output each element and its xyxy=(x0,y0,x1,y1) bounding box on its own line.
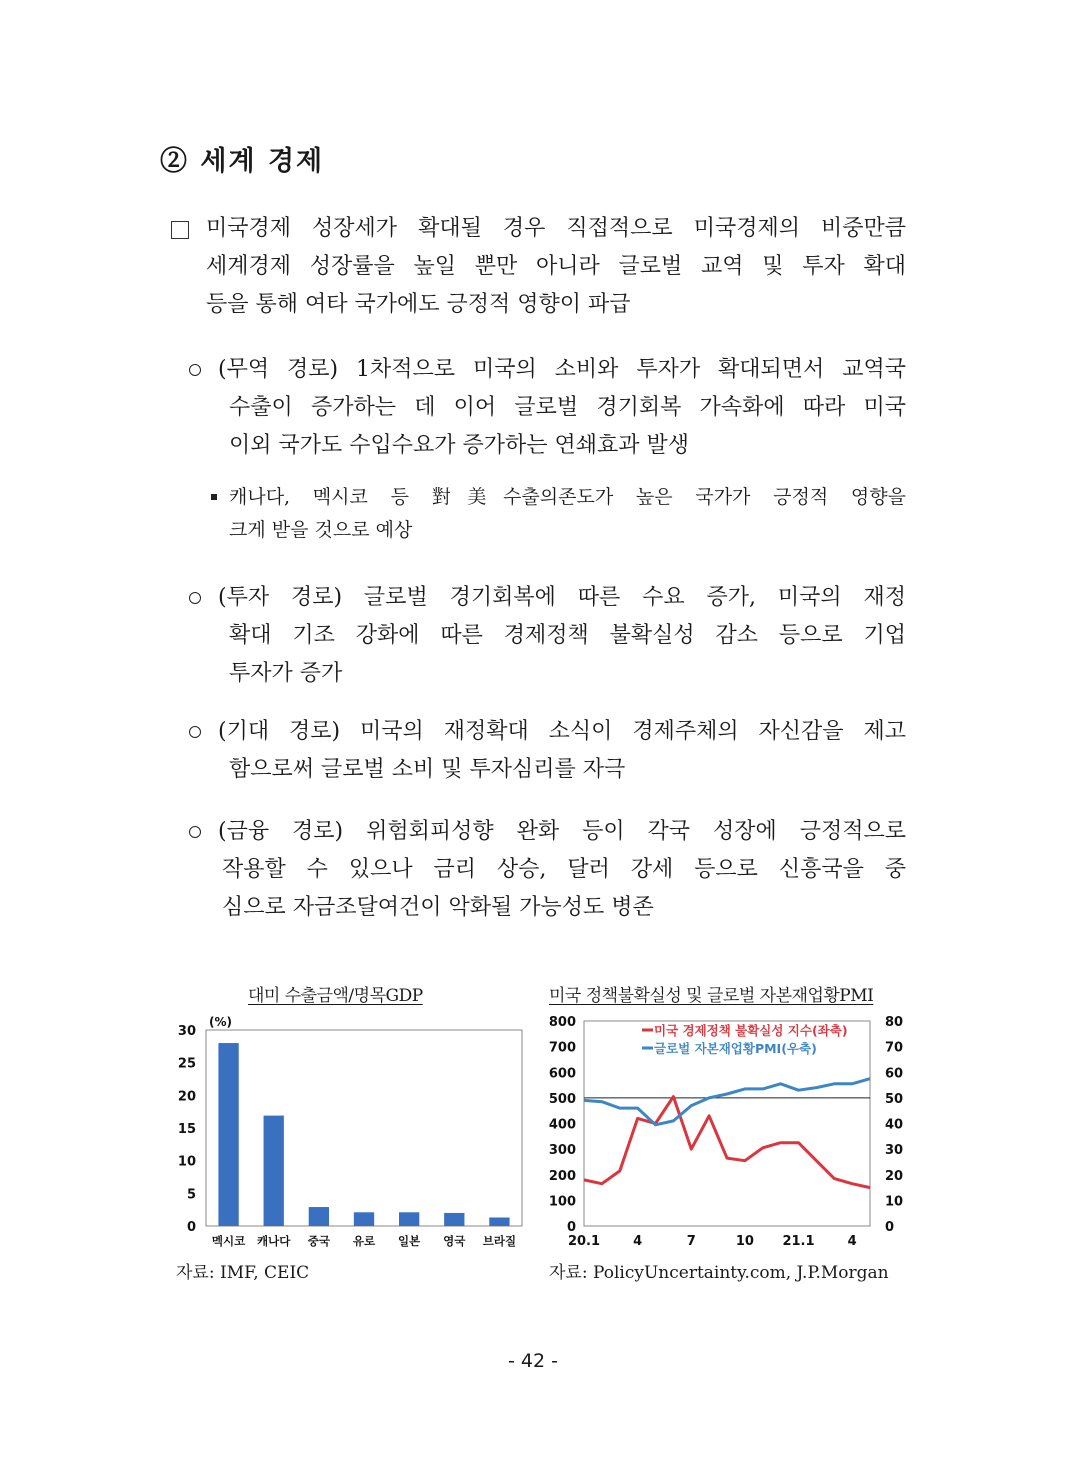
bar xyxy=(444,1213,464,1226)
bar xyxy=(218,1043,238,1226)
y-right-tick-label: 70 xyxy=(885,1040,904,1056)
trade-path-point xyxy=(218,351,906,389)
y-right-tick-label: 60 xyxy=(885,1066,904,1082)
investment-line: 투자가 증가 xyxy=(229,661,343,686)
x-tick-label: 10 xyxy=(735,1234,754,1249)
y-tick-label: 20 xyxy=(177,1089,196,1105)
x-tick-label: 캐나다 xyxy=(257,1234,291,1248)
y-right-tick-label: 10 xyxy=(885,1194,904,1210)
y-right-tick-label: 20 xyxy=(885,1168,904,1184)
chart2-source: 자료: PolicyUncertainty.com, J.P.Morgan xyxy=(549,1263,889,1283)
main-point xyxy=(206,210,906,324)
main-point-line: 미국경제 성장세가 확대될 경우 직접적으로 미국경제의 비중만큼 xyxy=(206,216,906,241)
bar xyxy=(264,1116,284,1226)
circle-bullet-icon xyxy=(189,592,201,604)
investment-line: (투자 경로) 글로벌 경기회복에 따른 수요 증가, 미국의 재정 xyxy=(218,585,906,610)
legend-label: 글로벌 자본재업황PMI(우축) xyxy=(654,1041,817,1056)
circle-bullet-icon xyxy=(189,364,201,376)
x-tick-label: 브라질 xyxy=(482,1234,517,1248)
x-tick-label: 중국 xyxy=(307,1234,330,1248)
bar xyxy=(309,1207,329,1226)
trade-line: 이외 국가도 수입수요가 증가하는 연쇄효과 발생 xyxy=(229,433,690,458)
y-left-tick-label: 600 xyxy=(548,1066,576,1082)
main-point-line: 세계경제 성장률을 높일 뿐만 아니라 글로벌 교역 및 투자 확대 xyxy=(206,254,906,279)
square-bullet-icon xyxy=(171,221,189,239)
investment-path-point xyxy=(218,579,906,617)
y-left-tick-label: 0 xyxy=(566,1220,576,1235)
trade-sub-line: 캐나다, 멕시코 등 對美수출의존도가 높은 국가가 긍정적 영향을 xyxy=(229,486,906,508)
y-tick-label: 25 xyxy=(177,1056,196,1072)
y-tick-label: 15 xyxy=(177,1122,196,1137)
x-tick-label: 영국 xyxy=(443,1234,466,1248)
x-tick-label: 4 xyxy=(633,1234,643,1249)
unit-label: (%) xyxy=(209,1015,232,1029)
y-tick-label: 10 xyxy=(177,1154,196,1170)
trade-sub-line: 크게 받을 것으로 예상 xyxy=(229,519,413,541)
bar xyxy=(489,1218,509,1226)
series-line-2 xyxy=(584,1079,870,1125)
y-tick-label: 5 xyxy=(186,1187,196,1203)
finance-line: 작용할 수 있으나 금리 상승, 달러 강세 등으로 신흥국을 중 xyxy=(222,857,906,882)
investment-line: 확대 기조 강화에 따른 경제정책 불확실성 감소 등으로 기업 xyxy=(229,623,906,648)
y-left-tick-label: 700 xyxy=(548,1040,576,1056)
expectation-path-point-cont xyxy=(229,751,906,789)
uncertainty-pmi-line-chart xyxy=(540,1010,910,1250)
y-tick-label: 0 xyxy=(186,1220,196,1235)
expectation-line: (기대 경로) 미국의 재정확대 소식이 경제주체의 자신감을 제고 xyxy=(218,719,906,744)
trade-path-point-cont xyxy=(229,389,906,465)
chart1-title: 대미 수출금액/명목GDP xyxy=(248,986,423,1006)
x-tick-label: 일본 xyxy=(398,1234,421,1248)
chart1-source: 자료: IMF, CEIC xyxy=(176,1263,310,1283)
export-gdp-bar-chart xyxy=(170,1010,530,1250)
y-left-tick-label: 500 xyxy=(548,1091,576,1107)
finance-line: 심으로 자금조달여건이 악화될 가능성도 병존 xyxy=(222,895,654,920)
x-tick-label: 4 xyxy=(847,1234,857,1249)
y-left-tick-label: 400 xyxy=(548,1117,576,1133)
y-right-tick-label: 30 xyxy=(885,1143,904,1159)
expectation-line: 함으로써 글로벌 소비 및 투자심리를 자극 xyxy=(229,757,626,782)
legend-label: 미국 경제정책 불확실성 지수(좌축) xyxy=(654,1023,848,1038)
x-tick-label: 멕시코 xyxy=(211,1234,246,1248)
y-right-tick-label: 50 xyxy=(885,1091,904,1107)
y-left-tick-label: 200 xyxy=(548,1168,576,1184)
trade-line: (무역 경로) 1차적으로 미국의 소비와 투자가 확대되면서 교역국 xyxy=(218,357,906,382)
finance-line: (금융 경로) 위험회피성향 완화 등이 각국 성장에 긍정적으로 xyxy=(218,819,906,844)
circle-bullet-icon xyxy=(189,826,201,838)
trade-line: 수출이 증가하는 데 이어 글로벌 경기회복 가속화에 따라 미국 xyxy=(229,395,906,420)
main-point-line: 등을 통해 여타 국가에도 긍정적 영향이 파급 xyxy=(206,292,631,317)
square-dot-icon xyxy=(211,494,217,500)
y-right-tick-label: 40 xyxy=(885,1117,904,1133)
bar xyxy=(399,1212,419,1226)
y-tick-label: 30 xyxy=(177,1024,196,1039)
x-tick-label: 유로 xyxy=(352,1234,376,1248)
x-tick-label: 7 xyxy=(686,1234,696,1249)
circle-bullet-icon xyxy=(189,726,201,738)
plot-frame xyxy=(206,1030,522,1226)
investment-path-point-cont xyxy=(229,617,906,693)
expectation-path-point xyxy=(218,713,906,751)
x-tick-label: 20.1 xyxy=(567,1234,601,1249)
finance-path-point-cont xyxy=(222,851,906,927)
y-left-tick-label: 300 xyxy=(548,1143,576,1159)
y-right-tick-label: 80 xyxy=(885,1015,904,1030)
y-right-tick-label: 0 xyxy=(885,1220,895,1235)
x-tick-label: 21.1 xyxy=(782,1234,815,1249)
bar xyxy=(354,1212,374,1226)
y-left-tick-label: 100 xyxy=(548,1194,576,1210)
finance-path-point xyxy=(218,813,906,851)
chart2-title: 미국 정책불확실성 및 글로벌 자본재업황PMI xyxy=(549,986,874,1006)
y-left-tick-label: 800 xyxy=(548,1015,576,1030)
trade-sub-point xyxy=(229,481,906,547)
series-line-1 xyxy=(584,1097,870,1188)
section-heading: ② 세계 경제 xyxy=(160,146,325,177)
page-number: - 42 - xyxy=(508,1350,558,1372)
